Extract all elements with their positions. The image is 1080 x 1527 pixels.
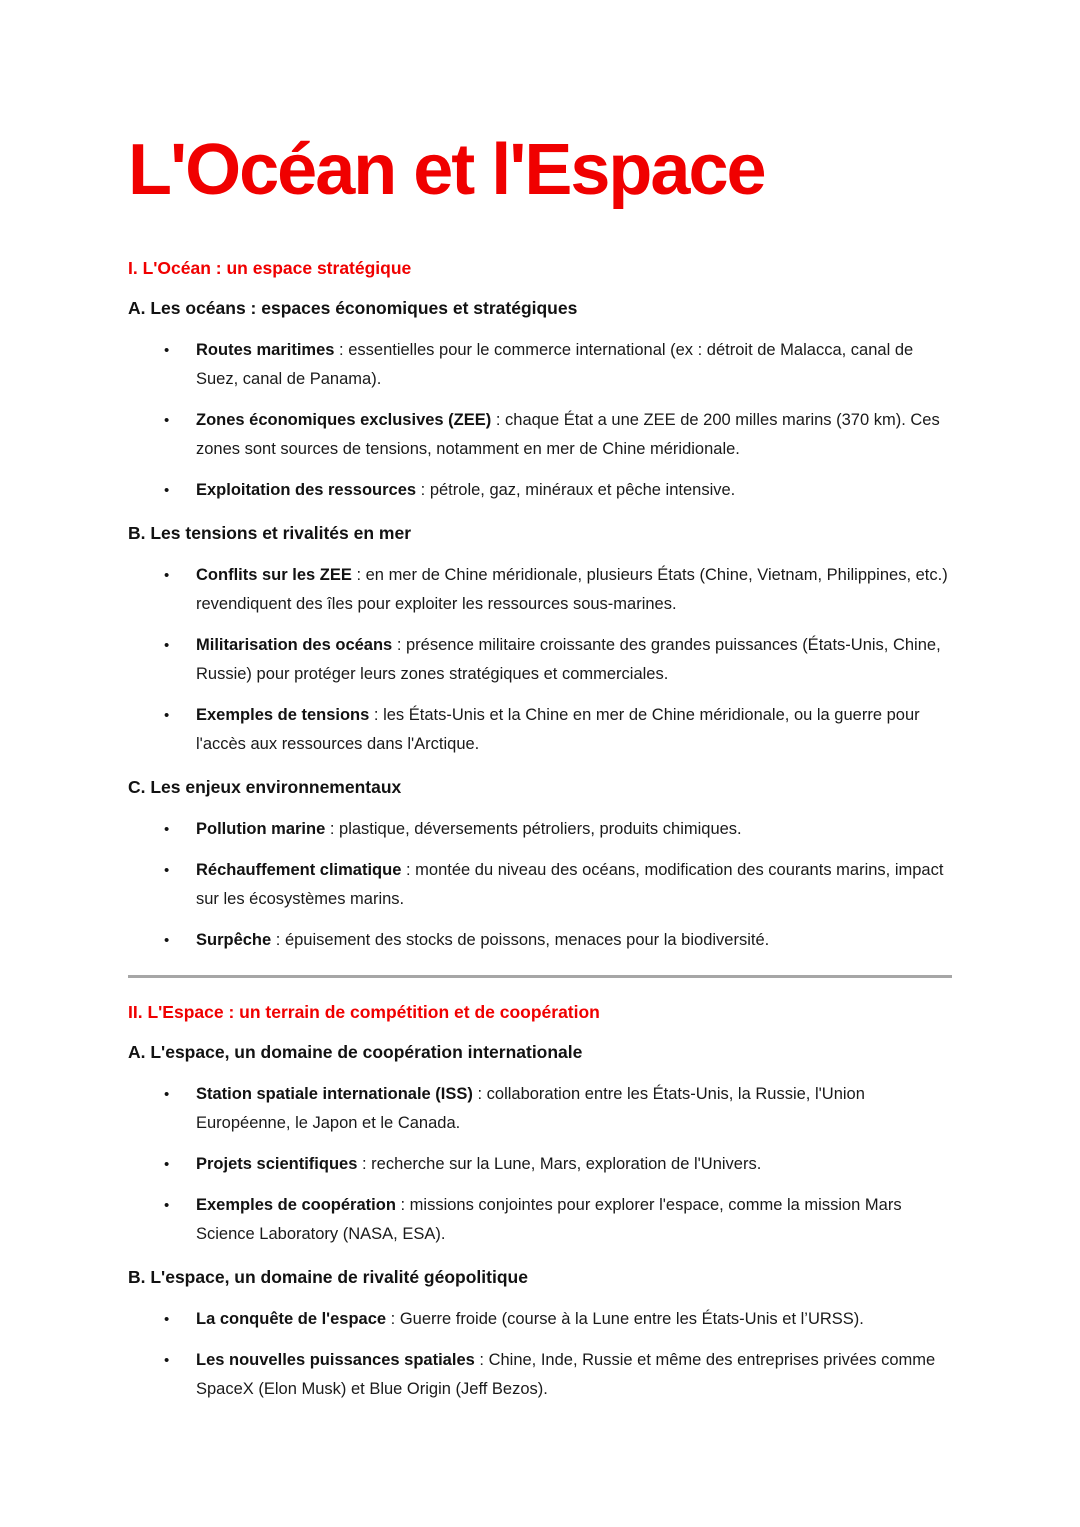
bullet-icon: • <box>164 412 170 429</box>
page-title: L'Océan et l'Espace <box>128 130 765 210</box>
bullet-lead: Exploitation des ressources <box>196 481 417 499</box>
bullet-body: : Chine, Inde, Russie et même des entreprises privées comme SpaceX (Elon Musk) et Blue Origin (Jeff Bezos). <box>196 1351 936 1398</box>
list-item <box>128 336 952 394</box>
bullet-list <box>128 815 952 955</box>
bullet-icon: • <box>164 821 170 838</box>
bullet-body: : montée du niveau des océans, modification des courants marins, impact sur les écosystèmes marins. <box>196 861 944 908</box>
subsection-heading-espace-a: A. L'espace, un domaine de coopération internationale <box>128 1042 583 1062</box>
subsection-heading-ocean-a: A. Les océans : espaces économiques et stratégiques <box>128 298 578 318</box>
section-divider <box>128 975 952 978</box>
list-item <box>128 1080 952 1138</box>
bullet-list <box>128 1080 952 1249</box>
bullet-lead: Les nouvelles puissances spatiales <box>196 1351 475 1369</box>
bullet-list <box>128 561 952 759</box>
bullet-body: : plastique, déversements pétroliers, produits chimiques. <box>325 820 742 838</box>
bullet-body: : essentielles pour le commerce international (ex : détroit de Malacca, canal de Suez, canal de Panama). <box>196 341 914 388</box>
bullet-body: : collaboration entre les États-Unis, la Russie, l'Union Européenne, le Japon et le Canada. <box>196 1085 865 1132</box>
bullet-lead: Militarisation des océans <box>196 636 393 654</box>
bullet-body: : pétrole, gaz, minéraux et pêche intensive. <box>416 481 736 499</box>
bullet-body: : présence militaire croissante des grandes puissances (États-Unis, Chine, Russie) pour protéger leurs zones stratégiques et commerciales. <box>196 636 941 683</box>
list-item <box>128 701 952 759</box>
bullet-body: : en mer de Chine méridionale, plusieurs États (Chine, Vietnam, Philippines, etc.) revendiquent des îles pour exploiter les ressources sous-marines. <box>196 566 948 613</box>
list-item <box>128 815 952 844</box>
bullet-icon: • <box>164 1156 170 1173</box>
bullet-icon: • <box>164 482 170 499</box>
bullet-icon: • <box>164 1086 170 1103</box>
bullet-body: : chaque État a une ZEE de 200 milles marins (370 km). Ces zones sont sources de tensions, notamment en mer de Chine méridionale. <box>196 411 940 458</box>
list-item <box>128 631 952 689</box>
bullet-list <box>128 336 952 505</box>
bullet-icon: • <box>164 567 170 584</box>
bullet-lead: Station spatiale internationale (ISS) <box>196 1085 473 1103</box>
bullet-icon: • <box>164 707 170 724</box>
bullet-lead: Projets scientifiques <box>196 1155 358 1173</box>
list-item <box>128 926 952 955</box>
bullet-lead: Conflits sur les ZEE <box>196 566 352 584</box>
list-item <box>128 856 952 914</box>
list-item <box>128 561 952 619</box>
bullet-lead: Pollution marine <box>196 820 326 838</box>
section-heading-espace: II. L'Espace : un terrain de compétition et de coopération <box>128 1002 600 1022</box>
bullet-list <box>128 1305 952 1404</box>
list-item <box>128 406 952 464</box>
bullet-lead: Exemples de coopération <box>196 1196 396 1214</box>
bullet-body: : épuisement des stocks de poissons, menaces pour la biodiversité. <box>271 931 770 949</box>
list-item <box>128 1305 952 1334</box>
subsection-heading-ocean-b: B. Les tensions et rivalités en mer <box>128 523 412 543</box>
bullet-body: : les États-Unis et la Chine en mer de Chine méridionale, ou la guerre pour l'accès aux ressources dans l'Arctique. <box>196 706 920 753</box>
bullet-icon: • <box>164 342 170 359</box>
list-item <box>128 1346 952 1404</box>
list-item <box>128 476 952 505</box>
bullet-lead: Exemples de tensions <box>196 706 370 724</box>
bullet-lead: La conquête de l'espace <box>196 1310 387 1328</box>
bullet-lead: Surpêche <box>196 931 272 949</box>
list-item <box>128 1191 952 1249</box>
bullet-icon: • <box>164 862 170 879</box>
bullet-icon: • <box>164 637 170 654</box>
subsection-heading-ocean-c: C. Les enjeux environnementaux <box>128 777 402 797</box>
bullet-lead: Routes maritimes <box>196 341 335 359</box>
subsection-heading-espace-b: B. L'espace, un domaine de rivalité géopolitique <box>128 1267 528 1287</box>
bullet-icon: • <box>164 932 170 949</box>
bullet-body: : missions conjointes pour explorer l'espace, comme la mission Mars Science Laboratory (NASA, ESA). <box>196 1196 902 1243</box>
bullet-body: : Guerre froide (course à la Lune entre les États-Unis et l’URSS). <box>386 1310 864 1328</box>
bullet-icon: • <box>164 1197 170 1214</box>
bullet-lead: Réchauffement climatique <box>196 861 402 879</box>
bullet-lead: Zones économiques exclusives (ZEE) <box>196 411 492 429</box>
bullet-icon: • <box>164 1352 170 1369</box>
section-heading-ocean: I. L'Océan : un espace stratégique <box>128 258 412 278</box>
list-item <box>128 1150 952 1179</box>
bullet-icon: • <box>164 1311 170 1328</box>
bullet-body: : recherche sur la Lune, Mars, exploration de l'Univers. <box>357 1155 762 1173</box>
